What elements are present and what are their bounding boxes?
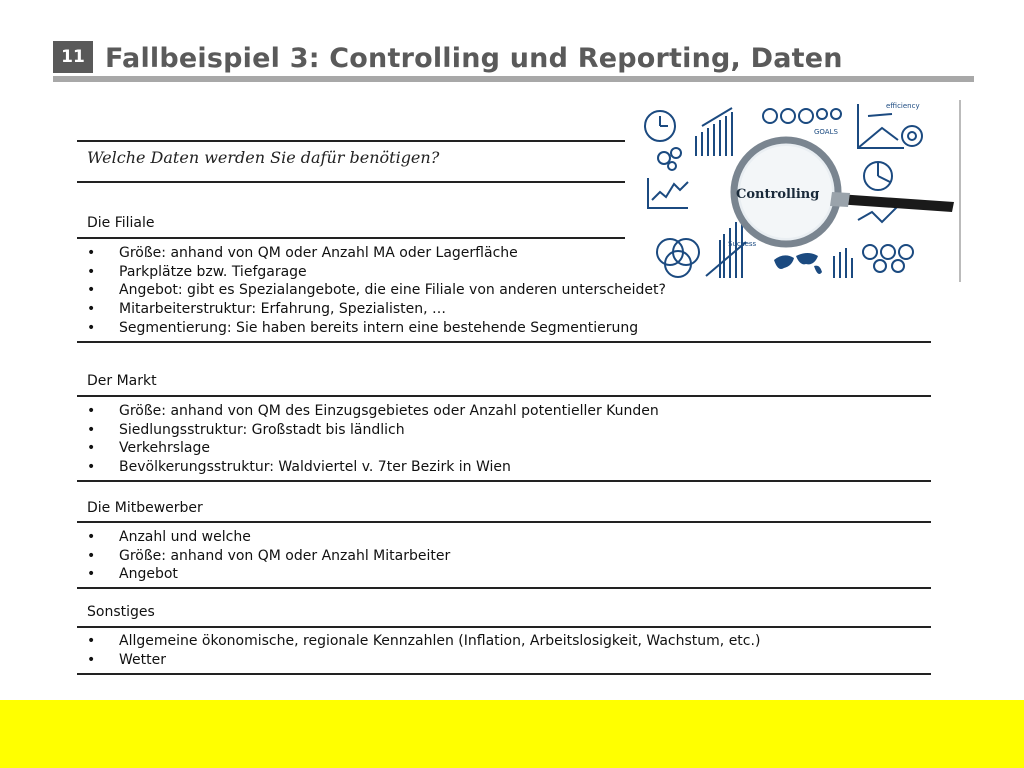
page-title: Fallbeispiel 3: Controlling und Reporting, Daten	[105, 43, 843, 74]
list-item: • Anzahl und welche	[87, 528, 450, 547]
divider	[77, 521, 931, 523]
divider	[77, 626, 931, 628]
smiley-icon	[763, 109, 813, 123]
section-title-sonstiges: Sonstiges	[87, 604, 155, 620]
section-title-filiale: Die Filiale	[87, 215, 155, 231]
list-item: • Angebot: gibt es Spezialangebote, die eine Filiale von anderen unterscheidet?	[87, 281, 666, 300]
line-chart-icon	[648, 178, 688, 208]
bullet-list-filiale	[87, 244, 666, 338]
slide-number-badge: 11	[53, 41, 93, 73]
divider	[77, 673, 931, 675]
success-label: Success	[728, 240, 757, 248]
bar-chart-icon	[696, 108, 732, 156]
footer-band	[0, 700, 1024, 768]
clock-icon	[645, 111, 675, 141]
list-item: • Bevölkerungsstruktur: Waldviertel v. 7ter Bezirk in Wien	[87, 458, 659, 477]
magnifier-icon	[734, 140, 954, 244]
divider	[77, 480, 931, 482]
axes-diagram-icon	[858, 104, 904, 148]
gears-icon	[863, 245, 913, 272]
venn-diagram-icon	[657, 239, 699, 277]
list-item: • Größe: anhand von QM des Einzugsgebietes oder Anzahl potentieller Kunden	[87, 402, 659, 421]
controlling-illustration	[636, 96, 962, 282]
divider	[77, 140, 625, 142]
euro-trend-icon	[858, 206, 898, 222]
question-text: Welche Daten werden Sie dafür benötigen?	[87, 148, 440, 167]
efficiency-label: efficiency	[886, 102, 920, 110]
bar-chart-small-icon	[834, 248, 852, 278]
divider	[77, 237, 625, 239]
bullet-list-markt	[87, 402, 659, 477]
magnifier-label: Controlling	[736, 187, 820, 202]
section-title-mitbewerber: Die Mitbewerber	[87, 500, 203, 516]
list-item: • Angebot	[87, 565, 450, 584]
title-underline	[53, 76, 974, 82]
list-item: • Parkplätze bzw. Tiefgarage	[87, 263, 666, 282]
goals-icon	[817, 109, 841, 119]
divider	[77, 341, 931, 343]
image-border	[959, 100, 961, 282]
bullet-list-mitbewerber	[87, 528, 450, 584]
list-item: • Segmentierung: Sie haben bereits intern eine bestehende Segmentierung	[87, 319, 666, 338]
list-item: • Mitarbeiterstruktur: Erfahrung, Spezialisten, …	[87, 300, 666, 319]
pie-chart-icon	[864, 162, 892, 190]
list-item: • Verkehrslage	[87, 439, 659, 458]
world-map-icon	[774, 253, 822, 274]
target-icon	[902, 126, 922, 146]
divider	[77, 181, 625, 183]
gears-icon	[658, 148, 681, 170]
section-title-markt: Der Markt	[87, 373, 157, 389]
bullet-list-sonstiges	[87, 632, 760, 669]
divider	[77, 395, 931, 397]
growth-chart-icon	[706, 218, 746, 278]
list-item: • Größe: anhand von QM oder Anzahl Mitarbeiter	[87, 547, 450, 566]
divider	[77, 587, 931, 589]
list-item: • Siedlungsstruktur: Großstadt bis ländlich	[87, 421, 659, 440]
goals-label: GOALS	[814, 128, 838, 136]
list-item: • Allgemeine ökonomische, regionale Kennzahlen (Inflation, Arbeitslosigkeit, Wachstum, etc.)	[87, 632, 760, 651]
list-item: • Wetter	[87, 651, 760, 670]
list-item: • Größe: anhand von QM oder Anzahl MA oder Lagerfläche	[87, 244, 666, 263]
